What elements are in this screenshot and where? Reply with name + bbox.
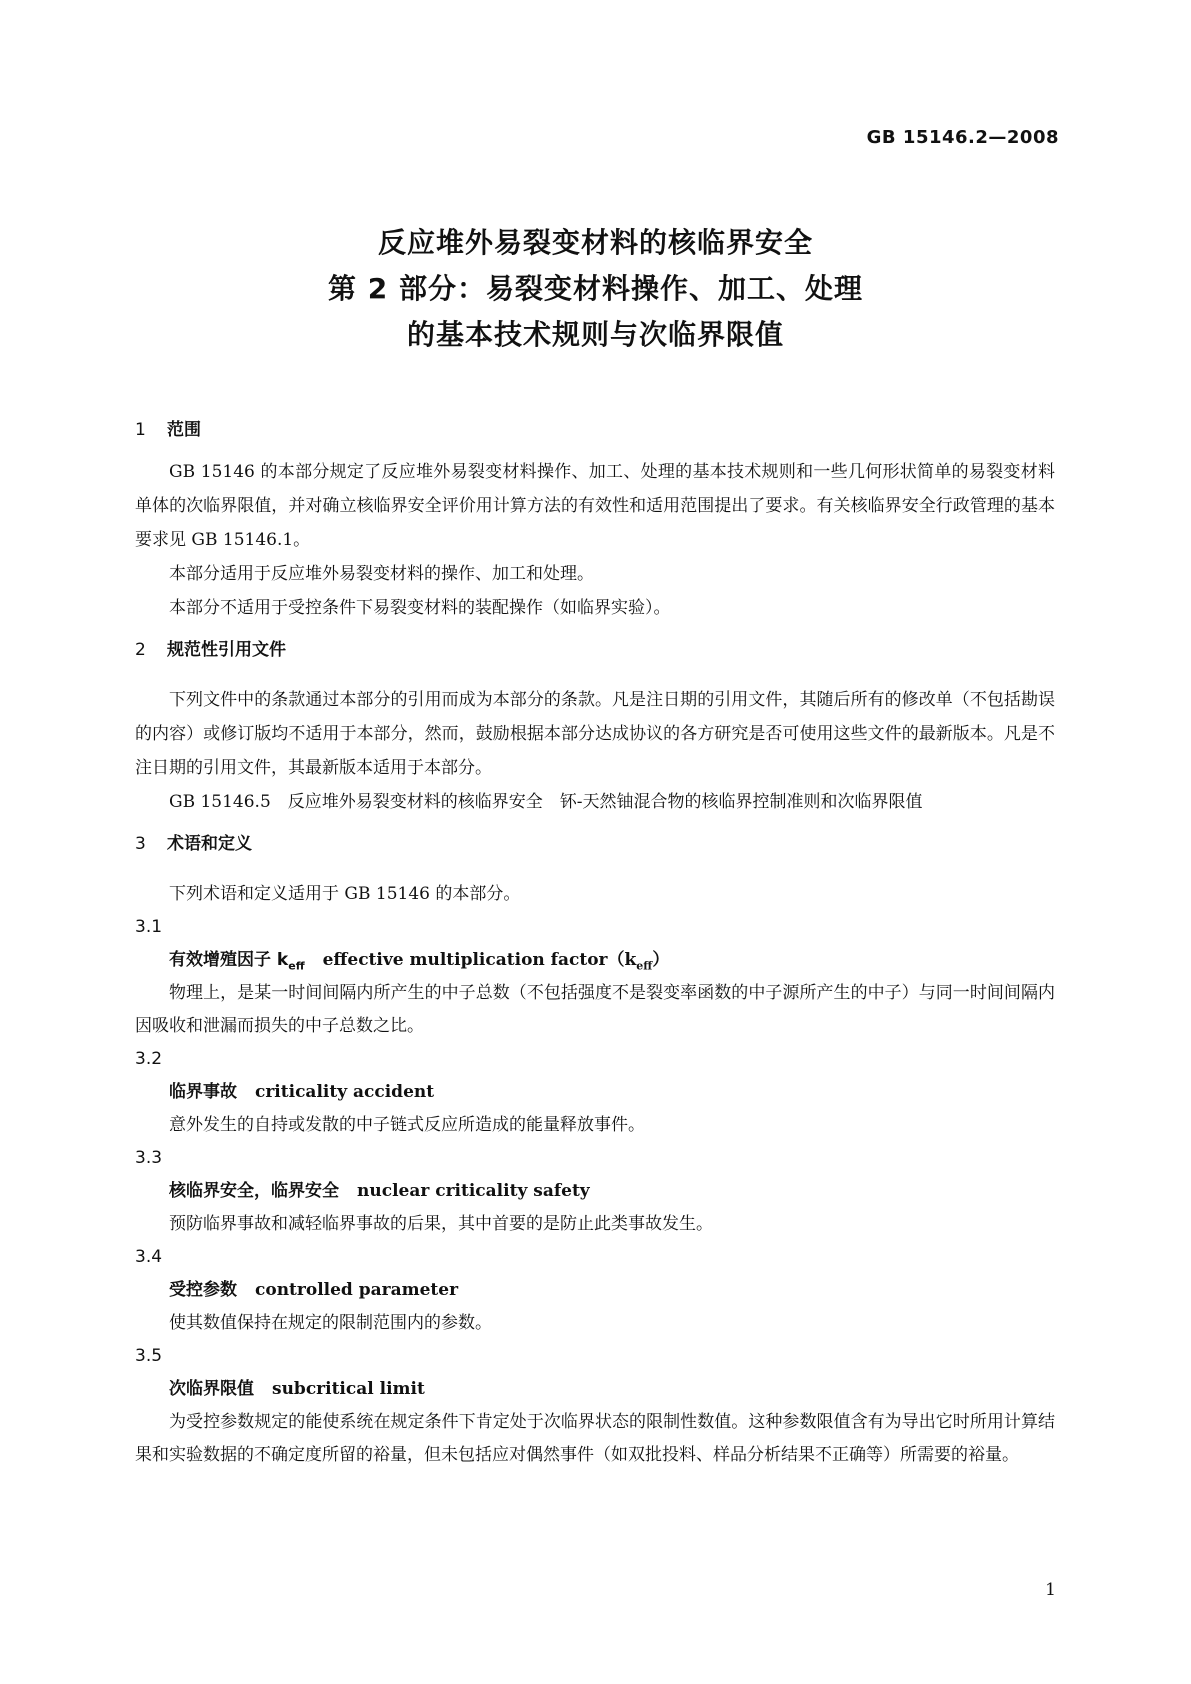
section-number: 3 — [135, 834, 146, 854]
term-english: nuclear criticality safety — [357, 1181, 590, 1201]
term-english: subcritical limit — [272, 1379, 425, 1399]
term-heading — [135, 1274, 1055, 1307]
term-chinese: 有效增殖因子 $k_{eff}$ — [169, 950, 305, 973]
paragraph: 本部分适用于反应堆外易裂变材料的操作、加工和处理。 — [169, 564, 594, 584]
term-definition: 使其数值保持在规定的限制范围内的参数。 — [169, 1313, 492, 1333]
term-chinese: 核临界安全，临界安全 — [169, 1181, 339, 1201]
term-definition: 物理上，是某一时间间隔内所产生的中子总数（不包括强度不是裂变率函数的中子源所产生的中子）与同一时间间隔内因吸收和泄漏而损失的中子总数之比。 — [135, 983, 1055, 1036]
term-definition: 为受控参数规定的能使系统在规定条件下肯定处于次临界状态的限制性数值。这种参数限值含有为导出它时所用计算结果和实验数据的不确定度所留的裕量，但未包括应对偶然事件（如双批投料、样品分析结果不正确等）所需要的裕量。 — [135, 1412, 1055, 1465]
title-line-3: 的基本技术规则与次临界限值 — [406, 318, 784, 351]
title-line-1: 反应堆外易裂变材料的核临界安全 — [377, 226, 813, 259]
term-chinese: 临界事故 — [169, 1082, 237, 1102]
term-definition: 意外发生的自持或发散的中子链式反应所造成的能量释放事件。 — [169, 1115, 645, 1135]
section-heading-scope — [135, 415, 1055, 445]
section-number: 2 — [135, 640, 146, 660]
clause-number: 3.3 — [135, 1148, 163, 1168]
term-heading — [135, 1076, 1055, 1109]
document-title — [0, 220, 1191, 358]
paragraph: 本部分不适用于受控条件下易裂变材料的装配操作（如临界实验）。 — [169, 598, 671, 618]
section-title: 规范性引用文件 — [167, 640, 286, 660]
term-definition: 预防临界事故和减轻临界事故的后果，其中首要的是防止此类事故发生。 — [169, 1214, 713, 1234]
term-heading — [135, 1373, 1055, 1406]
term-english: effective multiplication $factor(k_{eff})$ — [322, 950, 670, 973]
section-title: 范围 — [167, 420, 201, 440]
paragraph: GB 15146 的本部分规定了反应堆外易裂变材料操作、加工、处理的基本技术规则和一些几何形状简单的易裂变材料单体的次临界限值，并对确立核临界安全评价用计算方法的有效性和适用范围提出了要求。有关核临界安全行政管理的基本要求见 GB 15146.1。 — [135, 462, 1055, 550]
term-heading — [135, 1175, 1055, 1208]
reference-entry: GB 15146.5 反应堆外易裂变材料的核临界安全 钚-天然铀混合物的核临界控制准则和次临界限值 — [169, 792, 923, 812]
section-heading-terms-definitions — [135, 829, 1055, 859]
section-heading-normative-references — [135, 635, 1055, 665]
term-chinese: 受控参数 — [169, 1280, 237, 1300]
clause-number: 3.5 — [135, 1346, 163, 1366]
standard-code: GB 15146.2—2008 — [866, 127, 1059, 148]
term-english: controlled parameter — [255, 1280, 459, 1300]
clause-number: 3.1 — [135, 917, 163, 937]
section-number: 1 — [135, 420, 146, 440]
clause-number: 3.2 — [135, 1049, 163, 1069]
term-english: criticality accident — [255, 1082, 435, 1102]
term-chinese: 次临界限值 — [169, 1379, 254, 1399]
paragraph: 下列文件中的条款通过本部分的引用而成为本部分的条款。凡是注日期的引用文件，其随后所有的修改单（不包括勘误的内容）或修订版均不适用于本部分，然而，鼓励根据本部分达成协议的各方研究是否可使用这些文件的最新版本。凡是不注日期的引用文件，其最新版本适用于本部分。 — [135, 690, 1055, 778]
document-body — [135, 415, 1055, 1472]
title-line-2: 第 2 部分：易裂变材料操作、加工、处理 — [328, 272, 863, 305]
section-title: 术语和定义 — [167, 834, 252, 854]
page-number: 1 — [1045, 1580, 1056, 1600]
clause-number: 3.4 — [135, 1247, 163, 1267]
paragraph: 下列术语和定义适用于 GB 15146 的本部分。 — [169, 884, 521, 904]
term-heading — [135, 944, 1055, 977]
